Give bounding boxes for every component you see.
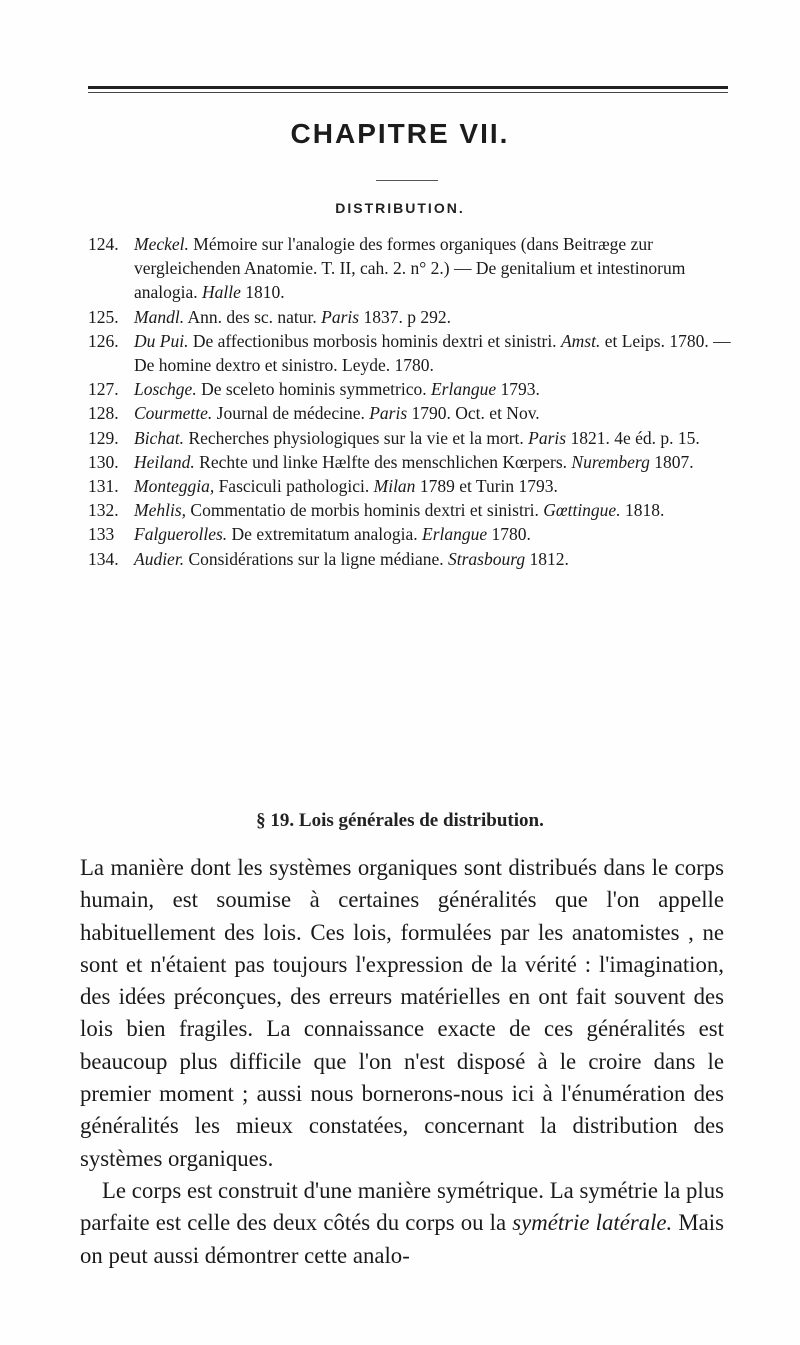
bibliography-entry bbox=[88, 498, 738, 522]
bibliography-entry bbox=[88, 329, 738, 377]
entry-date: 1821. 4e éd. p. 15. bbox=[570, 427, 700, 448]
entry-place: Amst. bbox=[560, 330, 601, 351]
top-thin-rule bbox=[88, 92, 728, 93]
entry-date: 1810. bbox=[245, 282, 285, 303]
bibliography-entry bbox=[88, 474, 738, 498]
entry-author: Meckel. bbox=[134, 234, 189, 254]
paragraph-1: La manière dont les systèmes organiques sont distribués dans le corps humain, est soumise à certaines généralités que l'on appelle habituellement des lois. Ces lois, formulées par les anatomistes , ne sont et n'étaient pas toujours l'expression de la vérité : l'imagination, des idées préconçues, des erreurs matérielles en ont fait souvent des lois bien fragiles. La connaissance exacte de ces généralités est beaucoup plus difficile que l'on n'est disposé à le croire dans le premier moment ; aussi nous bornerons-nous ici à l'énumération des généralités les mieux constatées, concernant la distribution des systèmes organiques. bbox=[80, 855, 724, 1171]
entry-place: Milan bbox=[373, 476, 416, 497]
bibliography-list bbox=[88, 232, 738, 571]
bibliography-entry bbox=[88, 426, 738, 450]
entry-number: 130. bbox=[88, 451, 119, 472]
entry-author: Audier. bbox=[134, 548, 185, 569]
entry-title: Ann. des sc. natur. bbox=[187, 306, 317, 327]
entry-number: 125. bbox=[88, 306, 119, 327]
entry-number: 134. bbox=[88, 548, 119, 569]
entry-number: 127. bbox=[88, 379, 119, 400]
entry-author: Falguerolles. bbox=[134, 524, 228, 545]
entry-date: 1790. Oct. et Nov. bbox=[411, 403, 540, 424]
bibliography-entry bbox=[88, 450, 738, 474]
entry-place: Paris bbox=[528, 427, 567, 448]
entry-number: 133 bbox=[88, 524, 115, 545]
entry-date: 1818. bbox=[624, 500, 665, 521]
entry-date: 1812. bbox=[529, 548, 569, 569]
entry-date: 1837. p 292. bbox=[363, 306, 451, 327]
entry-date: 1807. bbox=[654, 451, 694, 472]
entry-date: 1789 et Turin 1793. bbox=[419, 476, 558, 497]
entry-place: Paris bbox=[321, 306, 360, 327]
entry-number: 126. bbox=[88, 330, 119, 351]
entry-title: Fasciculi pathologici. bbox=[218, 476, 370, 497]
entry-title: Journal de médecine. bbox=[216, 403, 365, 424]
bibliography-entry bbox=[88, 401, 738, 425]
entry-place: Strasbourg bbox=[447, 548, 526, 569]
bibliography-entry bbox=[88, 377, 738, 401]
entry-title: De sceleto hominis symmetrico. bbox=[201, 379, 427, 400]
entry-number: 132. bbox=[88, 500, 119, 521]
entry-place: Gœttingue. bbox=[543, 500, 621, 521]
paragraph-2-end: Mais on peut aussi démontrer cette analo- bbox=[80, 1210, 724, 1268]
entry-place: Erlangue bbox=[430, 379, 497, 400]
entry-title: De extremitatum analogia. bbox=[231, 524, 418, 545]
entry-number: 124. bbox=[88, 234, 119, 254]
entry-date: 1780. bbox=[491, 524, 531, 545]
entry-date: 1793. bbox=[500, 379, 540, 400]
entry-title: De affectionibus morbosis hominis dextri et sinistri. bbox=[192, 330, 557, 351]
bibliography-entry bbox=[88, 232, 738, 305]
body-text bbox=[80, 852, 724, 1272]
entry-title: Rechte und linke Hælfte des menschlichen Kœrpers. bbox=[199, 451, 568, 472]
title-separator bbox=[376, 180, 438, 181]
entry-place: Erlangue bbox=[422, 524, 488, 545]
entry-number: 131. bbox=[88, 476, 119, 497]
paragraph-2 bbox=[80, 1175, 724, 1272]
entry-author: Bichat. bbox=[134, 427, 185, 448]
section-heading: DISTRIBUTION. bbox=[335, 200, 465, 216]
entry-place: Paris bbox=[369, 403, 408, 424]
top-double-rule bbox=[88, 86, 728, 89]
entry-date: et Leips. 1780. — De homine dextro et sinistro. Leyde. 1780. bbox=[134, 330, 731, 376]
entry-number: 129. bbox=[88, 427, 119, 448]
entry-title: Mémoire sur l'analogie des formes organiques (dans Beitræge zur vergleichenden Anatomie. T. II, cah. 2. n° 2.) — De genitalium et intestinorum analogia. bbox=[134, 234, 686, 303]
chapter-title: CHAPITRE VII. bbox=[290, 118, 510, 149]
bibliography-entry bbox=[88, 522, 738, 546]
entry-author: Heiland. bbox=[134, 451, 195, 472]
entry-place: Nuremberg bbox=[571, 451, 650, 472]
entry-author: Mandl. bbox=[134, 306, 185, 327]
entry-author: Mehlis, bbox=[134, 500, 187, 521]
entry-title: Recherches physiologiques sur la vie et la mort. bbox=[188, 427, 524, 448]
paragraph-2-start: Le corps est construit d'une manière symétrique. La symétrie la plus parfaite est celle des deux côtés du corps ou la bbox=[80, 1177, 724, 1236]
entry-title: Commentatio de morbis hominis dextri et sinistri. bbox=[190, 500, 539, 521]
entry-author: Loschge. bbox=[134, 379, 197, 400]
entry-place: Halle bbox=[202, 282, 241, 303]
bibliography-entry bbox=[88, 547, 738, 571]
subsection-heading: § 19. Lois générales de distribution. bbox=[256, 810, 544, 831]
paragraph-2-emphasis: symétrie latérale. bbox=[512, 1210, 673, 1236]
entry-author: Courmette. bbox=[134, 403, 213, 424]
entry-number: 128. bbox=[88, 403, 119, 424]
entry-title: Considérations sur la ligne médiane. bbox=[188, 548, 444, 569]
entry-author: Du Pui. bbox=[134, 330, 189, 351]
entry-author: Monteggia, bbox=[134, 476, 215, 497]
bibliography-entry bbox=[88, 305, 738, 329]
